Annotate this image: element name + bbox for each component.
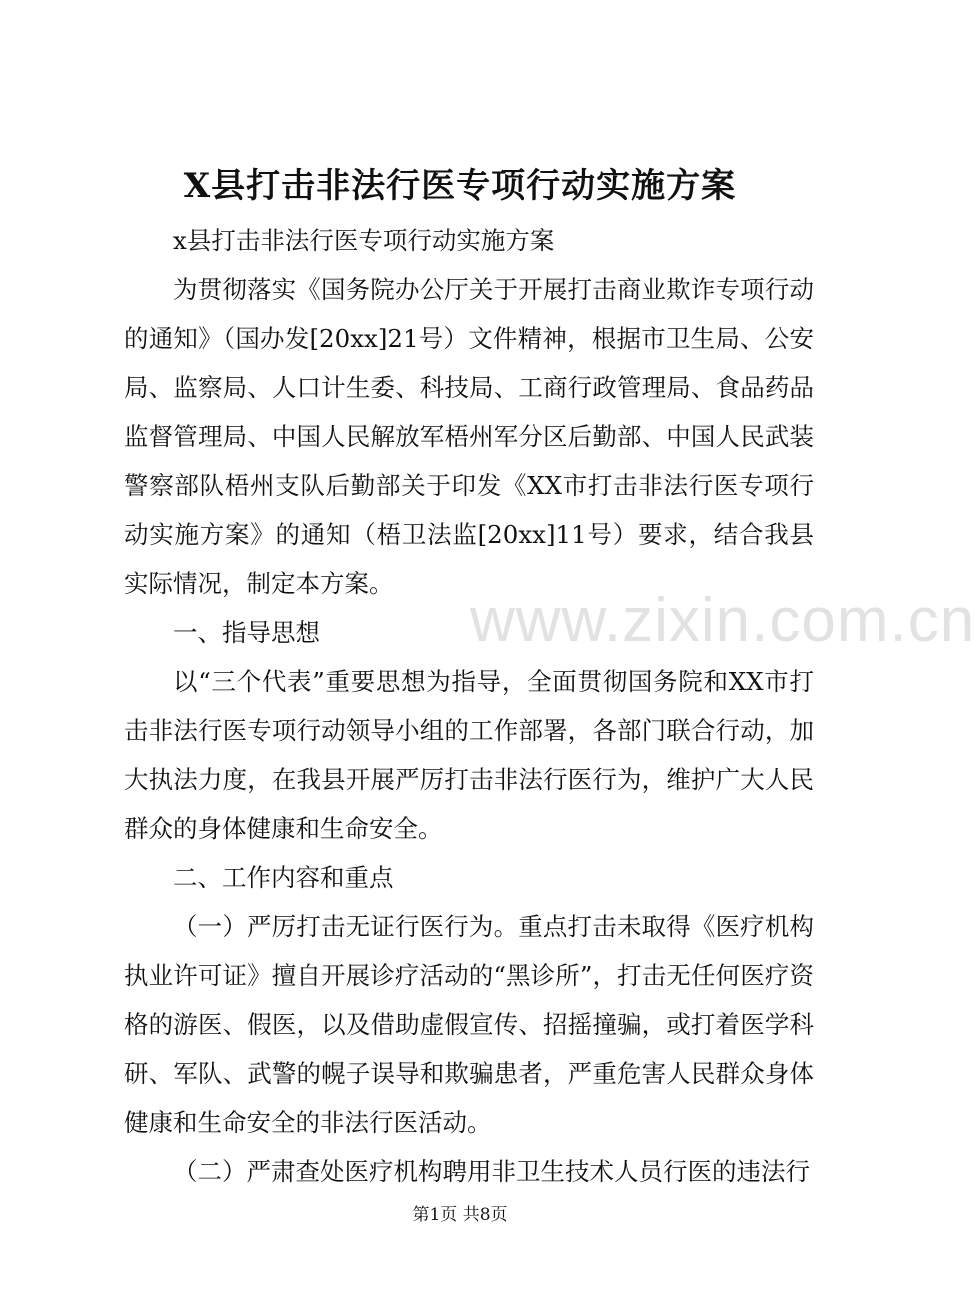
- paragraph-subtitle: x县打击非法行医专项行动实施方案: [173, 226, 555, 255]
- section-heading-guiding-ideology: 一、指导思想: [173, 618, 320, 647]
- page-footer: 第1页 共8页: [412, 1205, 508, 1225]
- paragraph-intro: 为贯彻落实《国务院办公厅关于开展打击商业欺诈专项行动的通知》（国办发[20xx]21号）文件精神，根据市卫生局、公安局、监察局、人口计生委、科技局、工商行政管理局、食品药品监督管理局、中国人民解放军梧州军分区后勤部、中国人民武装警察部队梧州支队后勤部关于印发《XX市打击非法行医专项行动实施方案》的通知（梧卫法监[20xx]11号）要求，结合我县实际情况，制定本方案。: [124, 275, 814, 598]
- document-body: [124, 216, 814, 1196]
- section-heading-work-content: 二、工作内容和重点: [173, 863, 394, 892]
- watermark: www.zixin.com.cn: [470, 586, 975, 655]
- document-title: X县打击非法行医专项行动实施方案: [183, 166, 737, 206]
- paragraph-item-1: （一）严厉打击无证行医行为。重点打击未取得《医疗机构执业许可证》擅自开展诊疗活动的“黑诊所”，打击无任何医疗资格的游医、假医，以及借助虚假宣传、招摇撞骗，或打着医学科研、军队、武警的幌子误导和欺骗患者，严重危害人民群众身体健康和生命安全的非法行医活动。: [124, 912, 814, 1137]
- paragraph-guiding-ideology: 以“三个代表”重要思想为指导，全面贯彻国务院和XX市打击非法行医专项行动领导小组的工作部署，各部门联合行动，加大执法力度，在我县开展严厉打击非法行医行为，维护广大人民群众的身体健康和生命安全。: [124, 667, 814, 843]
- paragraph-item-2: （二）严肃查处医疗机构聘用非卫生技术人员行医的违法行: [173, 1157, 810, 1186]
